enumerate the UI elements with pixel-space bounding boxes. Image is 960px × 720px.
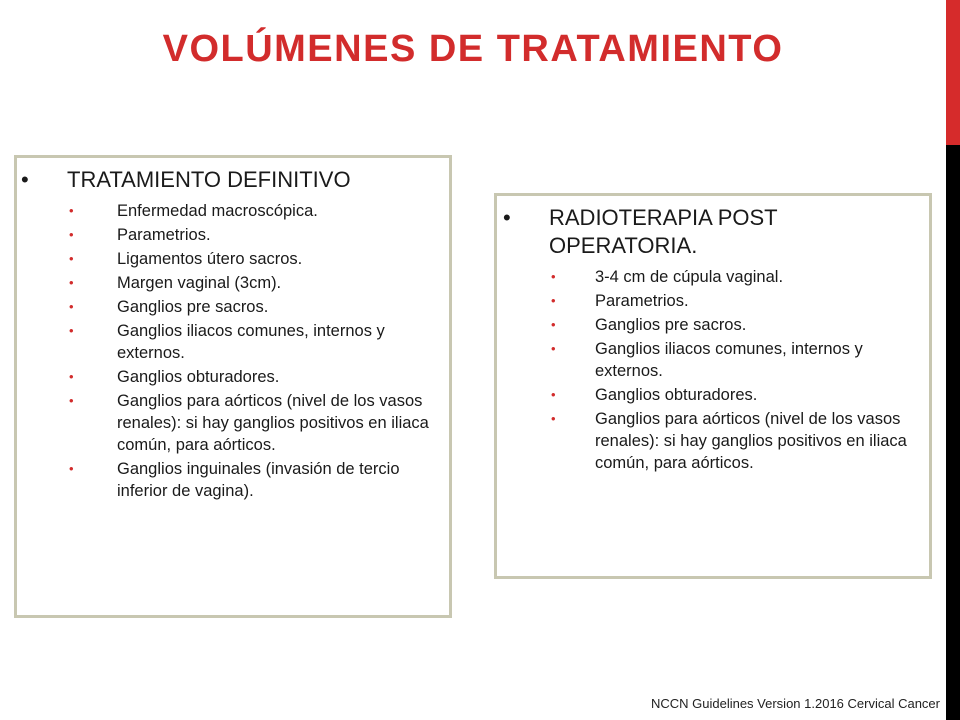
heading-text: TRATAMIENTO DEFINITIVO (67, 167, 351, 192)
bullet-icon: • (21, 167, 29, 192)
list-item: • Margen vaginal (3cm). (69, 274, 282, 292)
list-item: • Ganglios iliacos comunes, internos y externos. (69, 322, 385, 362)
definitive-treatment-list (17, 200, 449, 502)
list-item: • Ganglios pre sacros. (551, 316, 747, 334)
bullet-icon: • (69, 299, 74, 314)
bullet-icon: • (69, 227, 74, 242)
list-item: • Ganglios obturadores. (69, 368, 280, 386)
bullet-icon: • (69, 251, 74, 266)
list-item: • Parametrios. (551, 292, 689, 310)
bullet-icon: • (551, 269, 556, 284)
bullet-icon: • (69, 369, 74, 384)
list-item: • Ganglios iliacos comunes, internos y externos. (551, 340, 863, 380)
bullet-icon: • (69, 461, 74, 476)
list-item: • Ganglios obturadores. (551, 386, 758, 404)
list-item: • Ganglios para aórticos (nivel de los vasos renales): si hay ganglios positivos en iliaca común, para aórticos. (69, 392, 429, 454)
heading-text: RADIOTERAPIA POST OPERATORIA. (549, 205, 778, 258)
bullet-icon: • (69, 393, 74, 408)
list-item: • Ganglios inguinales (invasión de tercio inferior de vagina). (69, 460, 400, 500)
bullet-icon: • (551, 293, 556, 308)
bullet-icon: • (69, 275, 74, 290)
source-citation: NCCN Guidelines Version 1.2016 Cervical Cancer (650, 696, 940, 711)
list-item: • 3-4 cm de cúpula vaginal. (551, 268, 784, 286)
postoperative-radiotherapy-box (494, 193, 932, 579)
sidebar-accent-red (946, 0, 960, 145)
bullet-icon: • (551, 317, 556, 332)
postoperative-radiotherapy-heading (497, 204, 929, 260)
definitive-treatment-box (14, 155, 452, 618)
bullet-icon: • (551, 411, 556, 426)
sidebar-accent-black (946, 145, 960, 720)
slide-title: VOLÚMENES DE TRATAMIENTO (162, 28, 784, 70)
list-item: • Ganglios para aórticos (nivel de los vasos renales): si hay ganglios positivos en iliaca común, para aórticos. (551, 410, 907, 472)
list-item: • Parametrios. (69, 226, 211, 244)
list-item: • Enfermedad macroscópica. (69, 202, 318, 220)
postoperative-radiotherapy-list (497, 266, 929, 474)
definitive-treatment-heading (17, 166, 449, 194)
bullet-icon: • (551, 341, 556, 356)
bullet-icon: • (69, 203, 74, 218)
list-item: • Ligamentos útero sacros. (69, 250, 303, 268)
bullet-icon: • (503, 205, 511, 230)
bullet-icon: • (69, 323, 74, 338)
list-item: • Ganglios pre sacros. (69, 298, 269, 316)
bullet-icon: • (551, 387, 556, 402)
